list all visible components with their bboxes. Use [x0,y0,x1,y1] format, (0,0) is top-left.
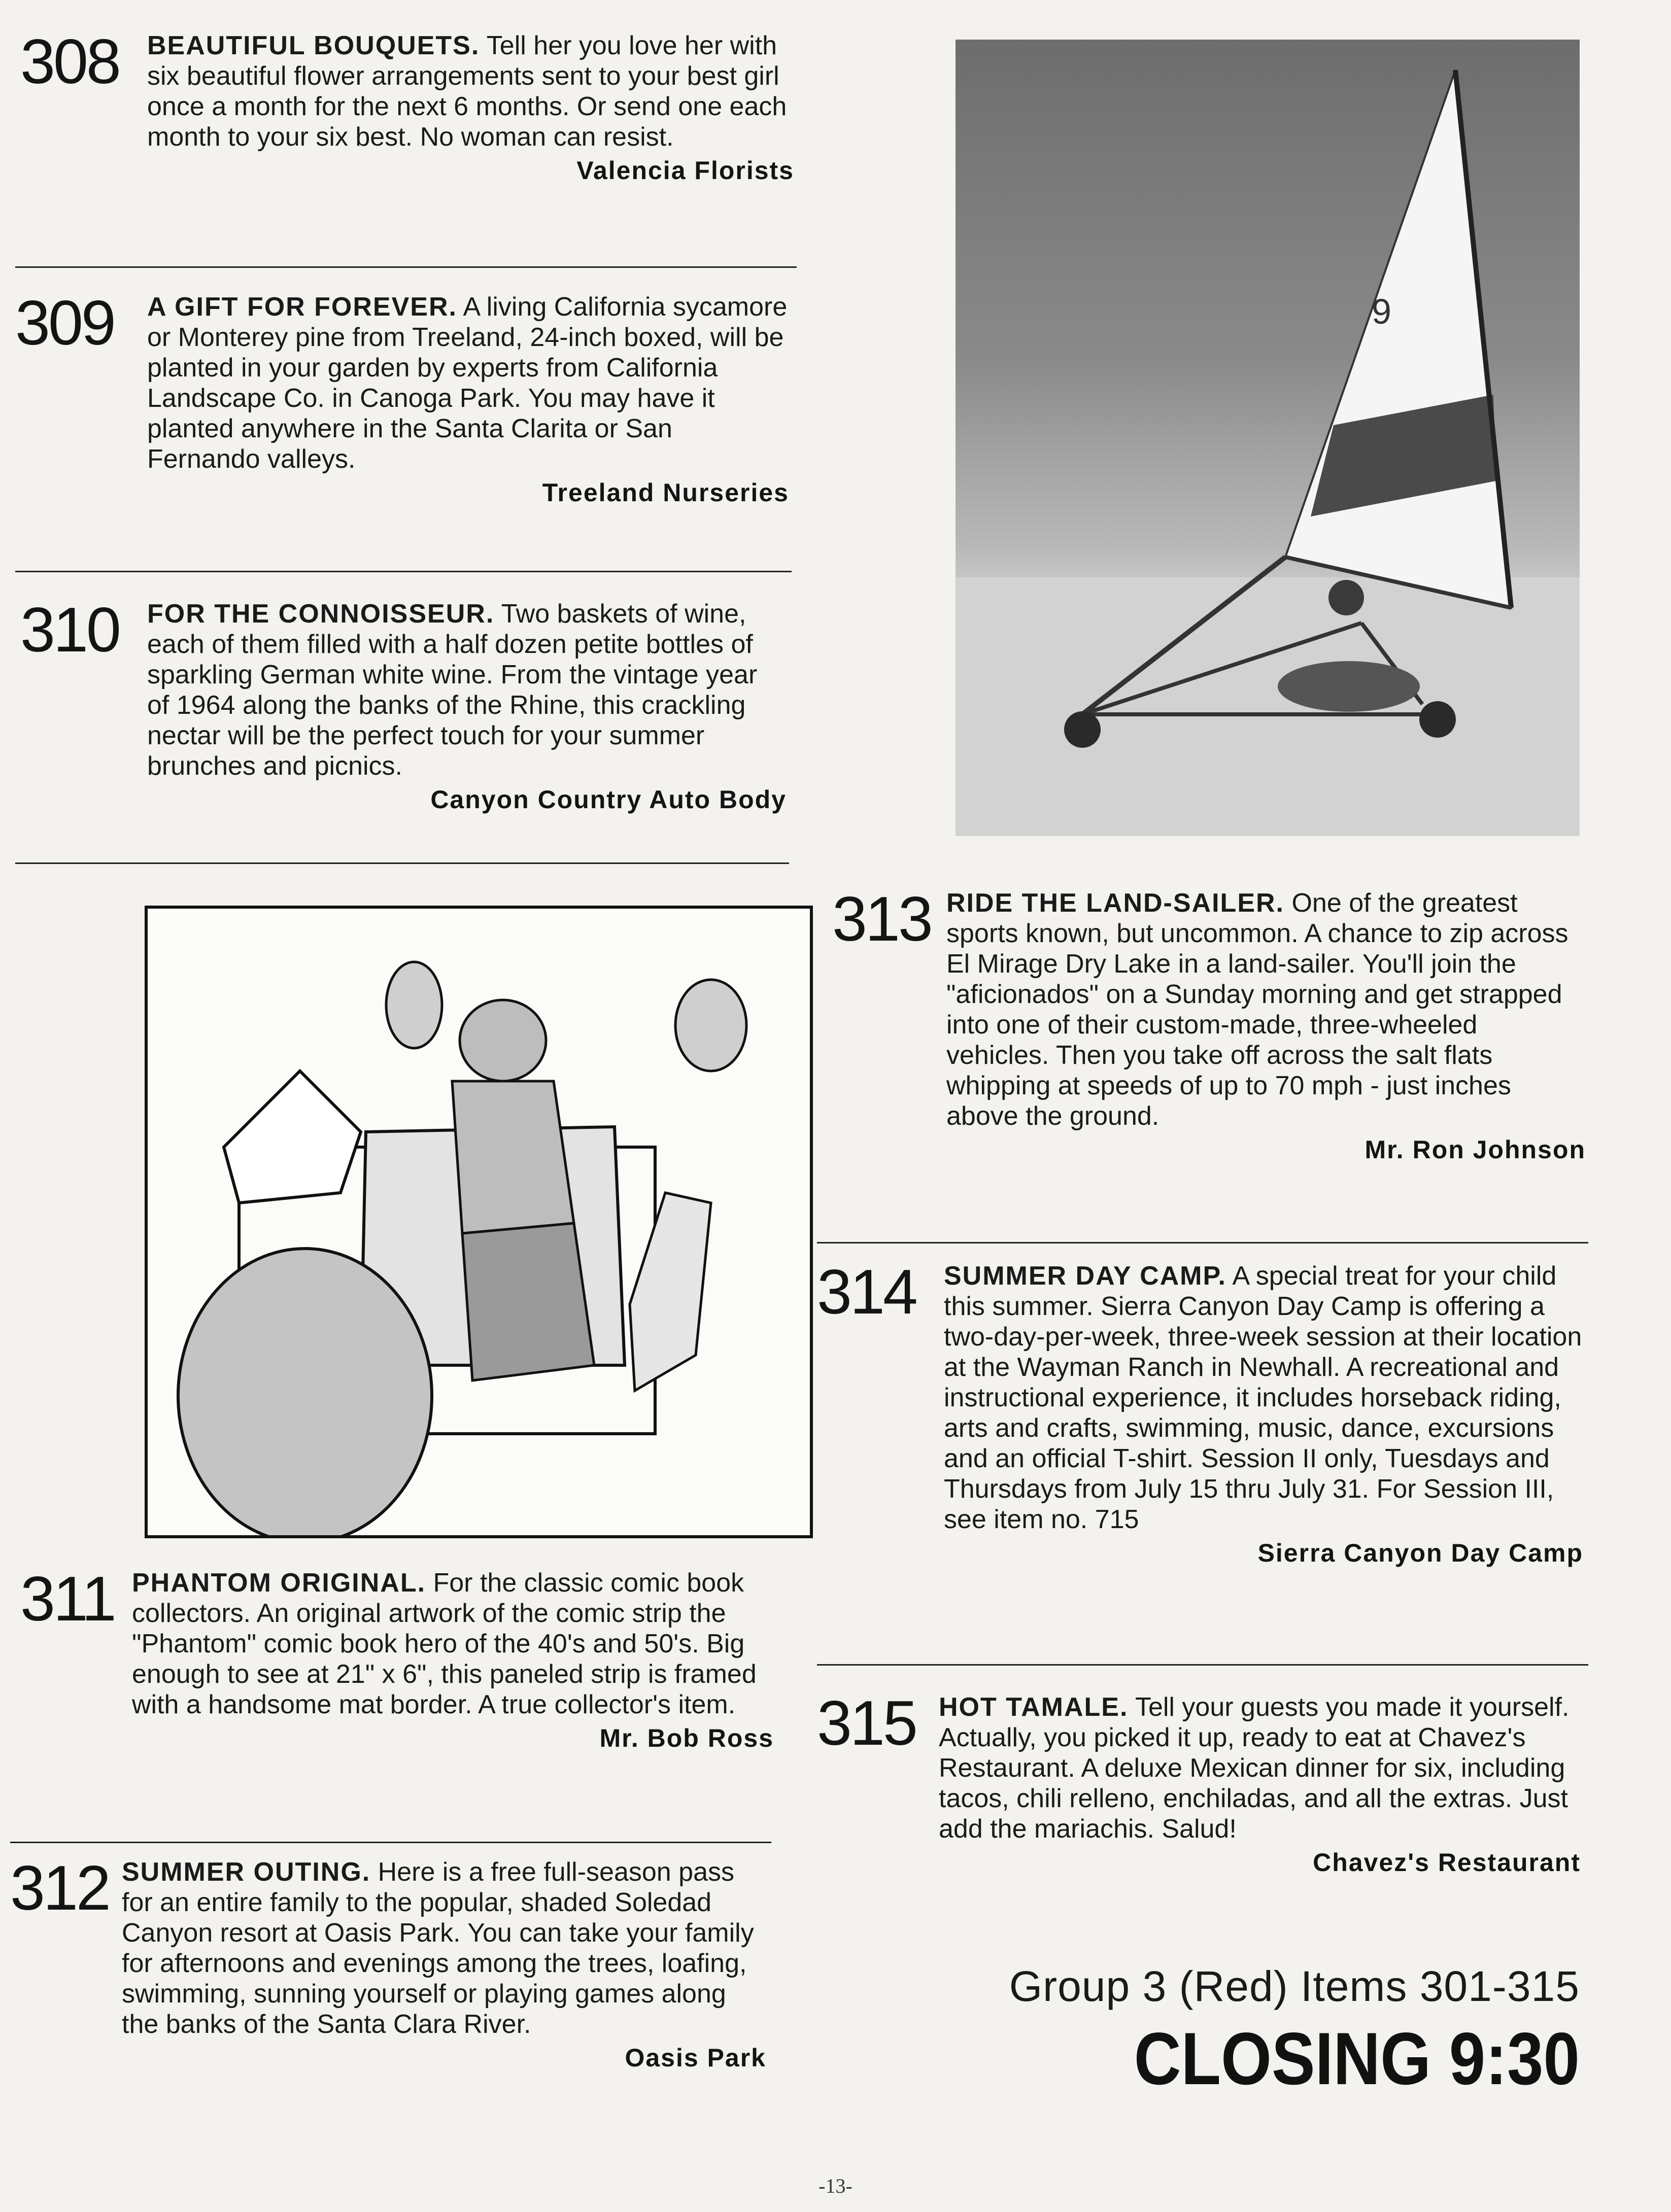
item-title: A GIFT FOR FOREVER. [147,292,457,322]
item-text: A special treat for your child this summer. Sierra Canyon Day Camp is offering a two-day-per-week, three-week session at their location at the Wayman Ranch in Newhall. A recreational and instructional experience, it includes horseback riding, arts and crafts, swimming, music, dance, excursions and an official T-shirt. Session II only, Tuesdays and Thursdays from July 15 thru July 31. For Session III, see item no. 715 [944,1261,1582,1534]
item-description [946,888,1586,1131]
auction-item-309 [15,288,789,508]
item-donor: Mr. Ron Johnson [1365,1135,1586,1164]
item-text: Here is a free full-season pass for an entire family to the popular, shaded Soledad Canyon resort at Oasis Park. You can take your family for afternoons and evenings among the trees, loafing, swimming, sunning yourself or playing games along the banks of the Santa Clara River. [122,1857,754,2039]
item-title: PHANTOM ORIGINAL. [132,1568,426,1598]
item-description [132,1568,774,1720]
auction-item-313 [832,884,1586,1165]
item-description [147,292,789,474]
auction-item-308 [20,27,794,186]
item-description [147,599,787,781]
sail-number: 9 [1372,292,1391,331]
item-text: One of the greatest sports known, but uncommon. A chance to zip across El Mirage Dry Lake in a land-sailer. You'll join the "aficionados" on a Sunday morning and get strapped into one of their custom-made, three-wheeled vehicles. Then you take off across the salt flats whipping at speeds of up to 70 mph - just inches above the ground. [946,888,1568,1131]
auction-item-315 [817,1688,1581,1878]
item-title: HOT TAMALE. [939,1692,1129,1722]
item-title: BEAUTIFUL BOUQUETS. [147,31,480,60]
item-text: For the classic comic book collectors. An original artwork of the comic strip the "Phantom" comic book hero of the 40's and 50's. Big enough to see at 21" x 6", this paneled strip is framed with a handsome mat border. A true collector's item. [132,1568,757,1719]
item-number: 312 [10,1853,109,1923]
item-donor: Oasis Park [625,2044,766,2072]
land-sailer-illustration [956,40,1580,836]
item-description [122,1857,766,2040]
item-title: SUMMER OUTING. [122,1857,371,1887]
divider [817,1664,1588,1666]
item-number: 315 [817,1688,916,1758]
item-text: Tell your guests you made it yourself. Actually, you picked it up, ready to eat at Chavez's Restaurant. A deluxe Mexican dinner for six, including tacos, chili relleno, enchiladas, and all the extras. Just add the mariachis. Salud! [939,1692,1570,1844]
item-donor: Canyon Country Auto Body [430,785,787,814]
item-text: Two baskets of wine, each of them filled with a half dozen petite bottles of sparkling German white wine. From the vintage year of 1964 along the banks of the Rhine, this crackling nectar will be the perfect touch for your summer brunches and picnics. [147,599,758,781]
item-donor: Treeland Nurseries [542,478,789,507]
item-donor: Valencia Florists [576,156,794,185]
page-number: -13- [819,2174,852,2197]
comic-artwork [148,909,810,1535]
divider [15,862,789,864]
divider [15,266,797,268]
item-number: 313 [832,884,931,954]
item-text: Tell her you love her with six beautiful flower arrangements sent to your best girl once a month for the next 6 months. Or send one each month to your six best. No woman can resist. [147,31,787,152]
land-sailer-photo [956,40,1580,836]
item-title: SUMMER DAY CAMP. [944,1261,1226,1291]
item-donor: Mr. Bob Ross [599,1724,774,1752]
item-number: 310 [20,595,119,665]
item-description [939,1692,1581,1844]
closing-time: CLOSING 9:30 [1134,2017,1580,2100]
auction-item-310 [20,595,787,815]
item-number: 308 [20,27,119,97]
group-label: Group 3 (Red) Items 301-315 [1009,1962,1580,2010]
phantom-comic-illustration [145,906,813,1538]
item-text: A living California sycamore or Monterey pine from Treeland, 24-inch boxed, will be planted in your garden by experts from California Landscape Co. in Canoga Park. You may have it planted anywhere in the Santa Clarita or San Fernando valleys. [147,292,788,474]
divider [817,1242,1588,1243]
item-title: FOR THE CONNOISSEUR. [147,599,495,629]
item-number: 309 [15,288,114,358]
auction-item-312 [10,1853,766,2073]
item-description [147,30,794,152]
item-donor: Sierra Canyon Day Camp [1257,1539,1583,1567]
item-donor: Chavez's Restaurant [1313,1848,1581,1877]
auction-item-314 [817,1257,1583,1568]
auction-item-311 [20,1564,774,1753]
item-number: 314 [817,1257,916,1327]
item-description [944,1261,1583,1535]
item-title: RIDE THE LAND-SAILER. [946,888,1284,918]
divider [15,571,792,572]
item-number: 311 [20,1564,115,1634]
divider [10,1842,771,1843]
